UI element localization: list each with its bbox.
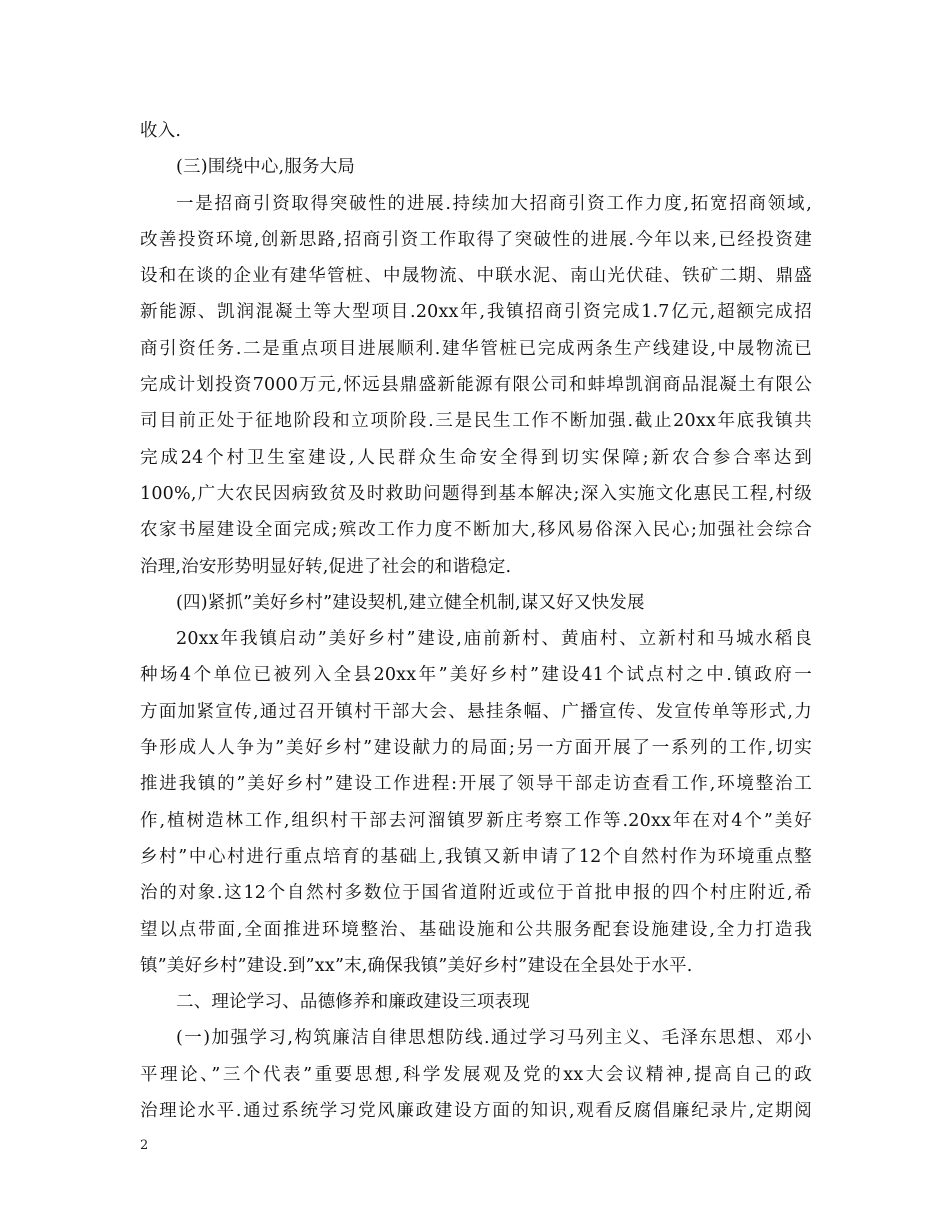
- page-number: 2: [140, 1138, 149, 1153]
- paragraph-line: 平理论、”三个代表”重要思想,科学发展观及党的xx大会议精神,提高自己的政: [140, 1064, 812, 1085]
- section-heading-3: (三)围绕中心,服务大局: [176, 157, 356, 178]
- paragraph-line: (一)加强学习,构筑廉洁自律思想防线.通过学习马列主义、毛泽东思想、邓小: [176, 1028, 812, 1049]
- document-body: [140, 113, 812, 1129]
- paragraph-line: 商引资任务.二是重点项目进展顺利.建华管桩已完成两条生产线建设,中晟物流已: [140, 338, 812, 359]
- paragraph-line: 收入.: [140, 121, 182, 141]
- paragraph-line: 新能源、凯润混凝土等大型项目.20xx年,我镇招商引资完成1.7亿元,超额完成招: [140, 302, 812, 323]
- paragraph-line: 乡村”中心村进行重点培育的基础上,我镇又新申请了12个自然村作为环境重点整: [140, 846, 812, 867]
- paragraph-line: 治理,治安形势明显好转,促进了社会的和谐稳定.: [140, 556, 512, 577]
- paragraph-line: 推进我镇的”美好乡村”建设工作进程:开展了领导干部走访查看工作,环境整治工: [140, 774, 812, 795]
- paragraph-line: 设和在谈的企业有建华管桩、中晟物流、中联水泥、南山光伏硅、铁矿二期、鼎盛: [140, 266, 812, 287]
- paragraph-line: 种场4个单位已被列入全县20xx年”美好乡村”建设41个试点村之中.镇政府一: [140, 665, 812, 686]
- paragraph-line: 作,植树造林工作,组织村干部去河溜镇罗新庄考察工作等.20xx年在对4个”美好: [140, 810, 812, 831]
- paragraph-line: 100%,广大农民因病致贫及时救助问题得到基本解决;深入实施文化惠民工程,村级: [140, 483, 812, 504]
- paragraph-line: 治的对象.这12个自然村多数位于国省道附近或位于首批申报的四个村庄附近,希: [140, 883, 812, 904]
- paragraph-line: 一是招商引资取得突破性的进展.持续加大招商引资工作力度,拓宽招商领域,: [176, 193, 812, 214]
- section-heading-2: 二、理论学习、品德修养和廉政建设三项表现: [176, 992, 530, 1013]
- paragraph-line: 完成计划投资7000万元,怀远县鼎盛新能源有限公司和蚌埠凯润商品混凝土有限公: [140, 375, 812, 396]
- paragraph-line: 农家书屋建设全面完成;殡改工作力度不断加大,移风易俗深入民心;加强社会综合: [140, 520, 812, 541]
- paragraph-line: 改善投资环境,创新思路,招商引资工作取得了突破性的进展.今年以来,已经投资建: [140, 229, 812, 250]
- paragraph-line: 完成24个村卫生室建设,人民群众生命安全得到切实保障;新农合参合率达到: [140, 447, 812, 468]
- paragraph-line: 司目前正处于征地阶段和立项阶段.三是民生工作不断加强.截止20xx年底我镇共: [140, 411, 812, 432]
- paragraph-line: 20xx年我镇启动”美好乡村”建设,庙前新村、黄庙村、立新村和马城水稻良: [176, 629, 812, 650]
- paragraph-line: 方面加紧宣传,通过召开镇村干部大会、悬挂条幅、广播宣传、发宣传单等形式,力: [140, 701, 812, 722]
- section-heading-4: (四)紧抓”美好乡村”建设契机,建立健全机制,谋又好又快发展: [176, 592, 645, 613]
- paragraph-line: 治理论水平.通过系统学习党风廉政建设方面的知识,观看反腐倡廉纪录片,定期阅: [140, 1101, 812, 1122]
- paragraph-line: 望以点带面,全面推进环境整治、基础设施和公共服务配套设施建设,全力打造我: [140, 919, 812, 940]
- paragraph-line: 镇”美好乡村”建设.到”xx”末,确保我镇”美好乡村”建设在全县处于水平.: [140, 955, 693, 976]
- paragraph-line: 争形成人人争为”美好乡村”建设献力的局面;另一方面开展了一系列的工作,切实: [140, 738, 812, 759]
